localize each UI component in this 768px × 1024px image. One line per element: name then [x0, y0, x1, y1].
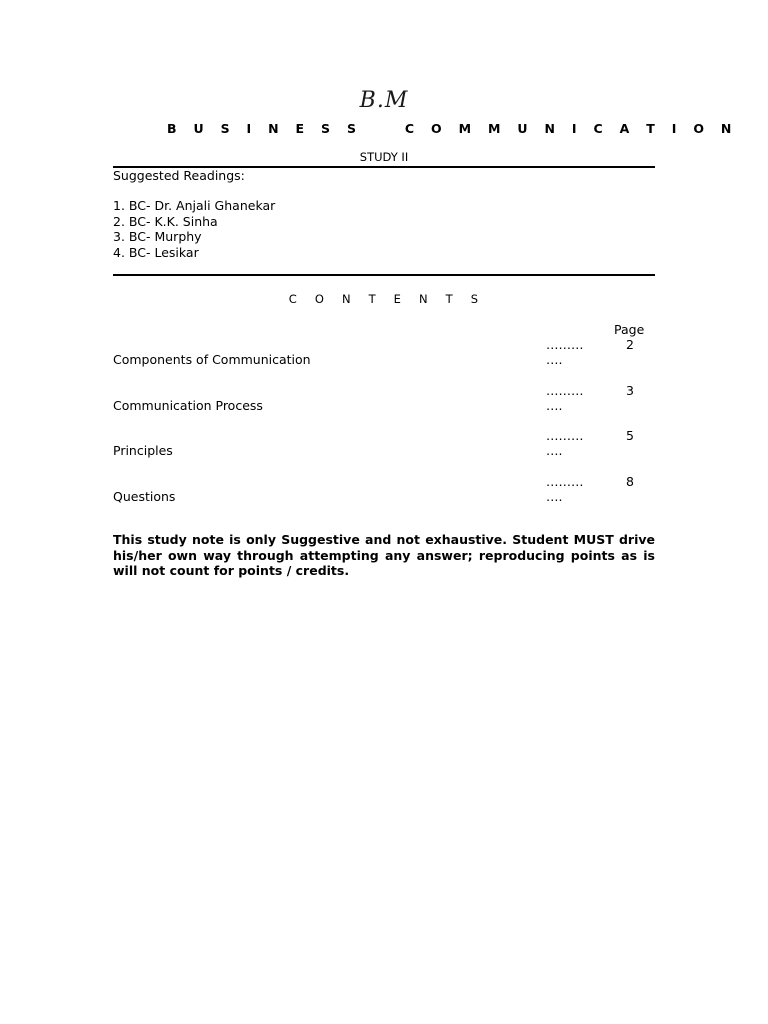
- toc-leader: ……… ….: [546, 337, 584, 367]
- document-title: B U S I N E S S C O M M U N I C A T I O N: [167, 121, 738, 136]
- suggested-readings: [113, 168, 275, 260]
- toc-leader: ……… ….: [546, 474, 584, 504]
- toc-entry: [113, 383, 655, 415]
- toc-entry: [113, 337, 655, 369]
- readings-label: Suggested Readings:: [113, 168, 245, 183]
- toc-entry: [113, 474, 655, 506]
- reading-item: 3. BC- Murphy: [113, 229, 202, 245]
- toc-page-number: 8: [626, 474, 634, 489]
- toc-leader: ……… ….: [546, 383, 584, 413]
- toc-title: Components of Communication: [113, 352, 311, 367]
- toc-page-number: 2: [626, 337, 634, 352]
- toc-entry: [113, 428, 655, 460]
- study-label: STUDY II: [359, 150, 409, 164]
- reading-item: 4. BC- Lesikar: [113, 244, 199, 260]
- study-note: This study note is only Suggestive and not exhaustive. Student MUST drive his/her own way through attempting any answer; reproducing points as is will not count for points / credits.: [113, 532, 655, 578]
- reading-item: 2. BC- K.K. Sinha: [113, 213, 218, 229]
- toc-title: Communication Process: [113, 398, 263, 413]
- page-column-header: Page: [614, 322, 645, 337]
- reading-item: 1. BC- Dr. Anjali Ghanekar: [113, 198, 276, 214]
- bottom-divider: [113, 274, 655, 276]
- toc-title: Questions: [113, 489, 176, 504]
- toc-page-number: 5: [626, 428, 634, 443]
- contents-heading: C O N T E N T S: [288, 292, 486, 306]
- toc-title: Principles: [113, 443, 173, 458]
- bm-logo: B.M: [359, 88, 409, 113]
- toc-leader: ……… ….: [546, 428, 584, 458]
- toc-page-number: 3: [626, 383, 634, 398]
